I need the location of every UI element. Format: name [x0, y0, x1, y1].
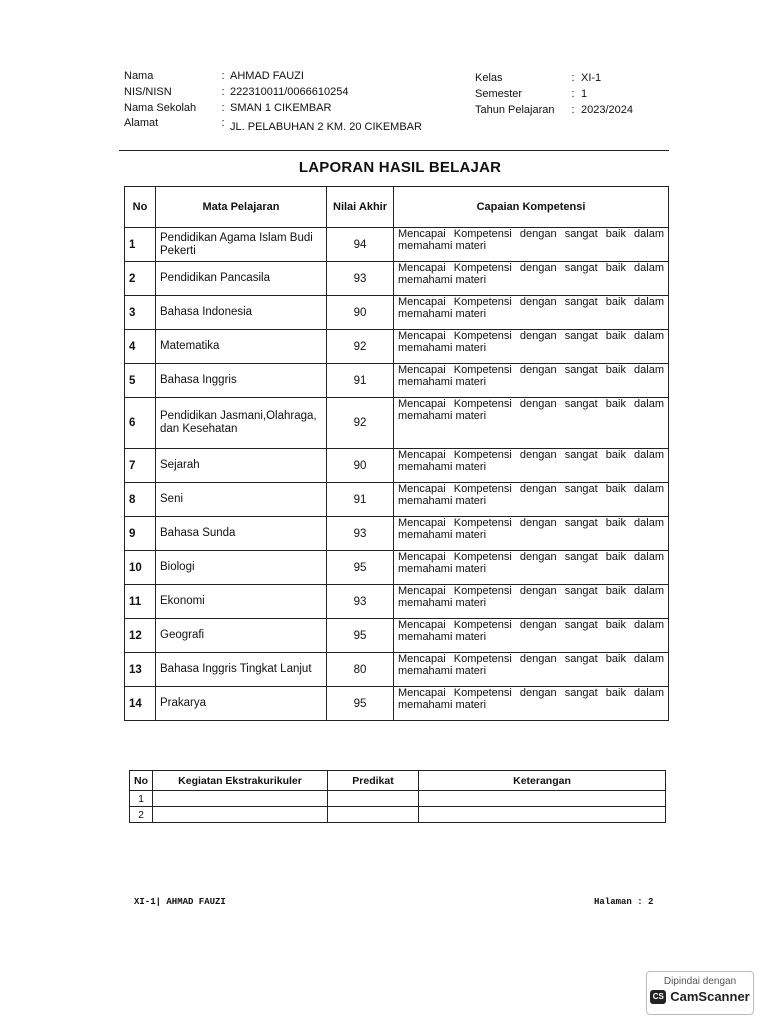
grades-header-row [125, 187, 669, 228]
cell-score: 91 [327, 483, 394, 517]
info-value: XI-1 [581, 72, 602, 84]
info-row-address [124, 116, 422, 134]
table-row [125, 262, 669, 296]
info-label: Kelas [475, 72, 503, 84]
info-row-class [475, 70, 633, 86]
info-value: SMAN 1 CIKEMBAR [230, 102, 332, 114]
achievement-line: memahami materi [398, 495, 487, 507]
cell-score: 93 [327, 585, 394, 619]
cell-achievement [394, 262, 669, 296]
achievement-line: Mencapai Kompetensi dengan sangat baik dalam [398, 262, 664, 274]
cell-subject: Pendidikan Pancasila [156, 262, 327, 296]
achievement-line: memahami materi [398, 240, 487, 252]
achievement-line: memahami materi [398, 410, 487, 422]
info-value: 1 [581, 88, 588, 100]
footer-page: Halaman : 2 [594, 897, 654, 907]
info-row-year [475, 102, 633, 118]
achievement-line: Mencapai Kompetensi dengan sangat baik dalam [398, 517, 664, 529]
extra-cell-no: 2 [130, 807, 153, 823]
cell-subject: Ekonomi [156, 585, 327, 619]
cell-achievement [394, 364, 669, 398]
info-separator: : [221, 70, 225, 82]
table-row [125, 398, 669, 449]
cell-subject: Bahasa Inggris [156, 364, 327, 398]
achievement-line: memahami materi [398, 529, 487, 541]
table-row [125, 687, 669, 721]
cell-subject: Matematika [156, 330, 327, 364]
cell-subject: Bahasa Sunda [156, 517, 327, 551]
header-achievement: Capaian Kompetensi [394, 187, 669, 228]
cell-score: 93 [327, 517, 394, 551]
info-separator: : [571, 72, 575, 84]
class-info [475, 70, 633, 118]
cell-subject: Pendidikan Jasmani,Olahraga, dan Kesehatan [156, 398, 327, 449]
cell-subject: Seni [156, 483, 327, 517]
cell-score: 92 [327, 330, 394, 364]
table-row [125, 483, 669, 517]
cell-subject: Prakarya [156, 687, 327, 721]
info-label: Alamat [124, 117, 159, 129]
table-row [125, 585, 669, 619]
achievement-line: Mencapai Kompetensi dengan sangat baik dalam [398, 449, 664, 461]
table-row [130, 807, 666, 823]
scanner-brand [647, 989, 753, 1004]
extracurricular-table [129, 770, 666, 823]
info-label: NIS/NISN [124, 86, 172, 98]
achievement-line: memahami materi [398, 699, 487, 711]
cell-no: 8 [125, 483, 156, 517]
achievement-line: memahami materi [398, 631, 487, 643]
cell-no: 10 [125, 551, 156, 585]
cell-score: 92 [327, 398, 394, 449]
cell-achievement [394, 483, 669, 517]
cell-achievement [394, 653, 669, 687]
info-row-school [124, 100, 422, 116]
info-row-name [124, 68, 422, 84]
cell-score: 93 [327, 262, 394, 296]
cell-no: 13 [125, 653, 156, 687]
cell-score: 90 [327, 449, 394, 483]
cell-score: 95 [327, 619, 394, 653]
info-separator: : [221, 102, 225, 114]
cell-no: 11 [125, 585, 156, 619]
cell-score: 94 [327, 228, 394, 262]
cell-achievement [394, 398, 669, 449]
info-label: Nama Sekolah [124, 102, 197, 114]
info-separator: : [221, 86, 225, 98]
table-row [125, 330, 669, 364]
extra-header-no: No [130, 771, 153, 791]
extra-header-remarks: Keterangan [419, 771, 666, 791]
camscanner-logo-icon: CS [650, 990, 666, 1004]
achievement-line: Mencapai Kompetensi dengan sangat baik dalam [398, 296, 664, 308]
header-subject: Mata Pelajaran [156, 187, 327, 228]
cell-achievement [394, 296, 669, 330]
header-divider [119, 150, 669, 151]
extra-cell-no: 1 [130, 791, 153, 807]
page-title: LAPORAN HASIL BELAJAR [298, 159, 502, 176]
student-info [124, 68, 422, 134]
header-no: No [125, 187, 156, 228]
achievement-line: Mencapai Kompetensi dengan sangat baik dalam [398, 653, 664, 665]
info-value: JL. PELABUHAN 2 KM. 20 CIKEMBAR [230, 121, 422, 133]
cell-no: 3 [125, 296, 156, 330]
table-row [125, 619, 669, 653]
cell-score: 90 [327, 296, 394, 330]
scanner-caption: Dipindai dengan [663, 976, 737, 987]
extra-cell-activity [153, 791, 328, 807]
achievement-line: Mencapai Kompetensi dengan sangat baik dalam [398, 228, 664, 240]
cell-achievement [394, 449, 669, 483]
table-row [125, 228, 669, 262]
cell-achievement [394, 330, 669, 364]
cell-subject: Biologi [156, 551, 327, 585]
info-label: Semester [475, 88, 523, 100]
cell-score: 95 [327, 551, 394, 585]
info-separator: : [571, 88, 575, 100]
table-row [125, 517, 669, 551]
footer-student: XI-1| AHMAD FAUZI [134, 897, 226, 907]
table-row [125, 364, 669, 398]
extra-header-row [130, 771, 666, 791]
cell-achievement [394, 517, 669, 551]
achievement-line: memahami materi [398, 665, 487, 677]
grades-table [124, 186, 669, 721]
cell-score: 95 [327, 687, 394, 721]
extra-cell-predicate [328, 807, 419, 823]
cell-no: 4 [125, 330, 156, 364]
achievement-line: Mencapai Kompetensi dengan sangat baik dalam [398, 551, 664, 563]
achievement-line: memahami materi [398, 342, 487, 354]
extra-cell-activity [153, 807, 328, 823]
info-value: AHMAD FAUZI [230, 70, 304, 82]
cell-score: 91 [327, 364, 394, 398]
cell-no: 14 [125, 687, 156, 721]
cell-no: 1 [125, 228, 156, 262]
cell-no: 6 [125, 398, 156, 449]
cell-achievement [394, 228, 669, 262]
achievement-line: Mencapai Kompetensi dengan sangat baik dalam [398, 398, 664, 410]
achievement-line: memahami materi [398, 376, 487, 388]
extra-header-activity: Kegiatan Ekstrakurikuler [153, 771, 328, 791]
achievement-line: memahami materi [398, 308, 487, 320]
achievement-line: memahami materi [398, 597, 487, 609]
scanner-watermark [646, 971, 754, 1015]
cell-achievement [394, 619, 669, 653]
info-row-nis [124, 84, 422, 100]
cell-achievement [394, 551, 669, 585]
extra-cell-predicate [328, 791, 419, 807]
extra-cell-remarks [419, 807, 666, 823]
cell-no: 12 [125, 619, 156, 653]
cell-subject: Bahasa Indonesia [156, 296, 327, 330]
achievement-line: Mencapai Kompetensi dengan sangat baik dalam [398, 364, 664, 376]
info-separator: : [221, 117, 225, 129]
cell-subject: Bahasa Inggris Tingkat Lanjut [156, 653, 327, 687]
cell-achievement [394, 687, 669, 721]
cell-no: 5 [125, 364, 156, 398]
extra-header-predicate: Predikat [328, 771, 419, 791]
info-label: Nama [124, 70, 154, 82]
cell-subject: Sejarah [156, 449, 327, 483]
table-row [125, 296, 669, 330]
info-value: 222310011/0066610254 [230, 86, 349, 98]
achievement-line: memahami materi [398, 563, 487, 575]
cell-subject: Pendidikan Agama Islam Budi Pekerti [156, 228, 327, 262]
table-row [125, 653, 669, 687]
info-separator: : [571, 104, 575, 116]
cell-no: 2 [125, 262, 156, 296]
cell-achievement [394, 585, 669, 619]
achievement-line: Mencapai Kompetensi dengan sangat baik dalam [398, 619, 664, 631]
achievement-line: Mencapai Kompetensi dengan sangat baik dalam [398, 687, 664, 699]
achievement-line: memahami materi [398, 274, 487, 286]
cell-no: 7 [125, 449, 156, 483]
header-score: Nilai Akhir [327, 187, 394, 228]
achievement-line: Mencapai Kompetensi dengan sangat baik dalam [398, 585, 664, 597]
cell-no: 9 [125, 517, 156, 551]
achievement-line: Mencapai Kompetensi dengan sangat baik dalam [398, 483, 664, 495]
info-label: Tahun Pelajaran [475, 104, 555, 116]
achievement-line: Mencapai Kompetensi dengan sangat baik dalam [398, 330, 664, 342]
info-value: 2023/2024 [581, 104, 633, 116]
extra-cell-remarks [419, 791, 666, 807]
info-row-semester [475, 86, 633, 102]
achievement-line: memahami materi [398, 461, 487, 473]
table-row [130, 791, 666, 807]
cell-score: 80 [327, 653, 394, 687]
table-row [125, 551, 669, 585]
table-row [125, 449, 669, 483]
scanner-brand-name: CamScanner [670, 989, 750, 1004]
cell-subject: Geografi [156, 619, 327, 653]
